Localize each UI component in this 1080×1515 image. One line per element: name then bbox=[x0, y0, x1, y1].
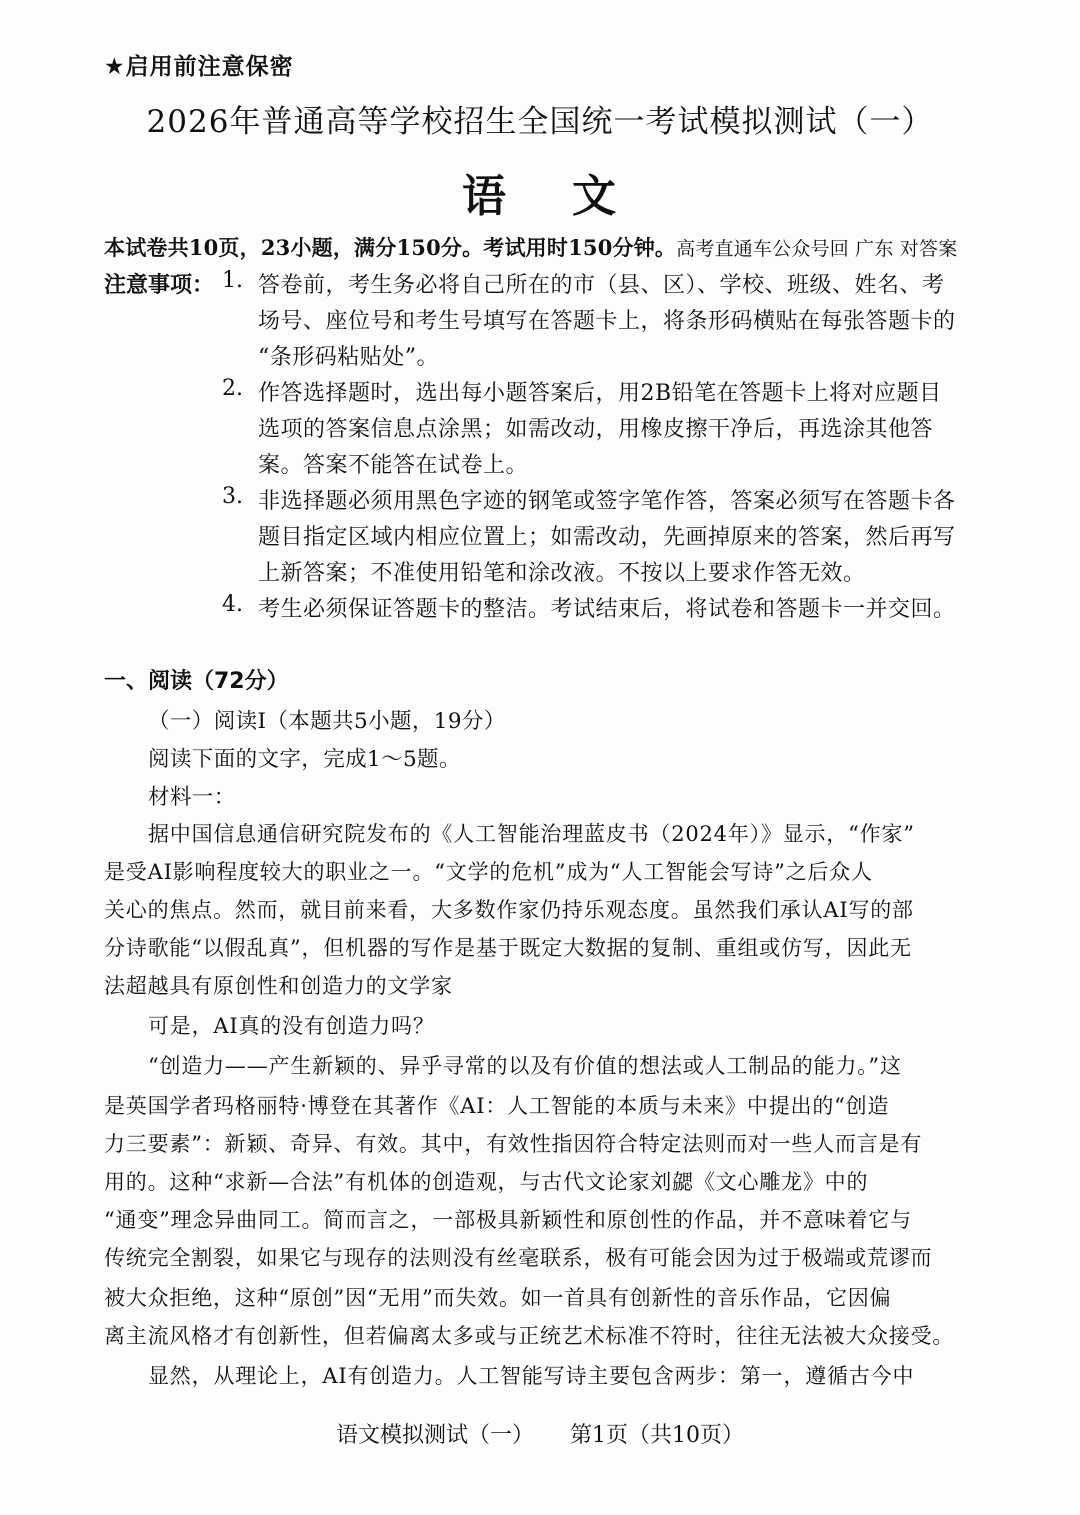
passage-line: 被大众拒绝，这种“原创”因“无用”而失效。如一首具有创新性的音乐作品，它因偏 bbox=[104, 1286, 892, 1310]
material-label: 材料一： bbox=[148, 785, 236, 810]
passage-line: 传统完全割裂，如果它与现存的法则没有丝毫联系，极有可能会因为过于极端或荒谬而 bbox=[104, 1246, 933, 1270]
passage-line: 是英国学者玛格丽特·博登在其著作《AI：人工智能的本质与未来》中提出的“创造 bbox=[104, 1094, 890, 1118]
passage-line: “通变”理念异曲同工。简而言之，一部极具新颖性和原创性的作品，并不意味着它与 bbox=[104, 1208, 912, 1232]
subject-title bbox=[0, 160, 1080, 224]
passage-line: 可是，AI真的没有创造力吗？ bbox=[148, 1014, 435, 1038]
note-3-line-3: 上新答案；不准使用铅笔和涂改液。不按以上要求作答无效。 bbox=[258, 561, 866, 586]
note-1-line-3: “条形码粘贴处”。 bbox=[258, 345, 439, 370]
page-footer bbox=[0, 1418, 1080, 1449]
footer-exam-name: 语文模拟测试（一） bbox=[335, 1423, 534, 1448]
reading-instruction: 阅读下面的文字，完成1～5题。 bbox=[148, 747, 461, 772]
exam-title: 2026年普通高等学校招生全国统一考试模拟测试（一） bbox=[146, 104, 934, 140]
passage-line: 显然，从理论上，AI有创造力。人工智能写诗主要包含两步：第一，遵循古今中 bbox=[148, 1364, 915, 1388]
passage-line: 是受AI影响程度较大的职业之一。“文学的危机”成为“人工智能会写诗”之后众人 bbox=[104, 860, 873, 884]
note-3-line-2: 题目指定区域内相应位置上；如需改动，先画掉原来的答案，然后再写 bbox=[258, 525, 956, 550]
section-heading: 一、阅读（72分） bbox=[104, 669, 289, 694]
note-4-number: 4. bbox=[222, 592, 243, 617]
subject-char-2: 文 bbox=[572, 171, 618, 222]
passage-line: 分诗歌能“以假乱真”，但机器的写作是基于既定大数据的复制、重组或仿写，因此无 bbox=[104, 936, 912, 960]
note-3-number: 3. bbox=[222, 484, 243, 509]
paper-info bbox=[104, 232, 957, 262]
note-3-line-1: 非选择题必须用黑色字迹的钢笔或签字笔作答，答案必须写在答题卡各 bbox=[258, 489, 956, 514]
notes-label: 注意事项： bbox=[104, 273, 215, 298]
note-2-line-2: 选项的答案信息点涂黑；如需改动，用橡皮擦干净后，再选涂其他答 bbox=[258, 417, 934, 442]
passage-line: 关心的焦点。然而，就目前来看，大多数作家仍持乐观态度。虽然我们承认AI写的部 bbox=[104, 898, 914, 922]
note-1-number: 1. bbox=[222, 268, 243, 293]
subject-char-1: 语 bbox=[462, 171, 508, 222]
note-2-line-1: 作答选择题时，选出每小题答案后，用2B铅笔在答题卡上将对应题目 bbox=[258, 381, 942, 406]
note-1-line-1: 答卷前，考生务必将自己所在的市（县、区）、学校、班级、姓名、考 bbox=[258, 273, 945, 298]
footer-page-number: 第1页（共10页） bbox=[570, 1423, 744, 1448]
note-4-line-1: 考生必须保证答题卡的整洁。考试结束后，将试卷和答题卡一并交回。 bbox=[258, 597, 956, 622]
passage-line: 用的。这种“求新—合法”有机体的创造观，与古代文论家刘勰《文心雕龙》中的 bbox=[104, 1170, 869, 1194]
passage-line: 离主流风格才有创新性，但若偏离太多或与正统艺术标准不符时，往往无法被大众接受。 bbox=[104, 1324, 955, 1348]
note-1-line-2: 场号、座位号和考生号填写在答题卡上，将条形码横贴在每张答题卡的 bbox=[258, 309, 956, 334]
note-2-line-3: 案。答案不能答在试卷上。 bbox=[258, 453, 529, 478]
sub-section-heading: （一）阅读Ⅰ（本题共5小题，19分） bbox=[148, 709, 506, 734]
passage-line: 据中国信息通信研究院发布的《人工智能治理蓝皮书（2024年）》显示，“作家” bbox=[148, 822, 915, 846]
paper-info-main: 本试卷共10页，23小题，满分150分。考试用时150分钟。 bbox=[104, 235, 677, 260]
passage-line: 法超越具有原创性和创造力的文学家 bbox=[104, 974, 453, 998]
confidential-notice: ★启用前注意保密 bbox=[104, 54, 294, 80]
passage-line: 力三要素”：新颖、奇异、有效。其中，有效性指因符合特定法则而对一些人而言是有 bbox=[104, 1132, 923, 1156]
passage-line: “创造力——产生新颖的、异乎寻常的以及有价值的想法或人工制品的能力。”这 bbox=[148, 1054, 902, 1078]
note-2-number: 2. bbox=[222, 376, 243, 401]
paper-info-extra: 高考直通车公众号回 广东 对答案 bbox=[676, 238, 958, 260]
